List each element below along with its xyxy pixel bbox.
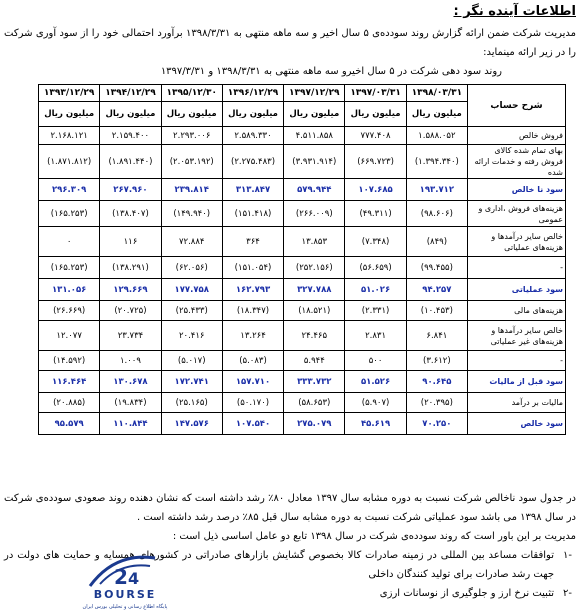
logo-mark-icon — [90, 557, 155, 589]
list-number: -۲ — [563, 588, 572, 599]
table-cell: (۱.۸۷۱.۸۱۲) — [39, 145, 100, 179]
table-cell: ۹۰.۶۴۵ — [406, 371, 467, 393]
table-cell: ۹۴.۲۵۷ — [406, 279, 467, 301]
table-cell: ۲۳۹.۸۱۴ — [161, 179, 222, 201]
table-cell: ۱۱۶ — [100, 227, 161, 257]
table-cell: (۱۸.۳۴۷) — [222, 301, 283, 321]
year-header: ۱۳۹۳/۱۲/۲۹ — [39, 85, 100, 102]
table-cell: (۱.۸۹۱.۴۴۰) — [100, 145, 161, 179]
table-cell: (۵۶.۶۵۹) — [345, 257, 406, 279]
table-cell: ۲.۱۵۹.۴۰۰ — [100, 127, 161, 145]
table-cell: (۲۶.۶۶۹) — [39, 301, 100, 321]
row-label: بهای تمام شده کالای فروش رفته و خدمات ارائه شده — [468, 145, 566, 179]
outlook-paragraph: مدیریت بر این باور است که روند سودده‌ی شرکت در سال ۱۳۹۸ تابع دو عامل اساسی ذیل است : — [172, 531, 576, 542]
table-cell: (۶۲.۰۵۶) — [161, 257, 222, 279]
table-cell: ۳۶۴ — [222, 227, 283, 257]
table-cell: (۲۰.۳۹۵) — [406, 393, 467, 413]
row-label: فروش خالص — [468, 127, 566, 145]
table-cell: ۱۱۰.۸۴۴ — [100, 413, 161, 435]
unit-header: میلیون ریال — [100, 102, 161, 127]
table-cell: (۳.۶۱۲) — [406, 351, 467, 371]
table-cell: (۵.۰۸۳) — [222, 351, 283, 371]
table-row — [39, 393, 566, 413]
table-cell: ۵۰۰ — [345, 351, 406, 371]
table-cell: ۴۵.۶۱۹ — [345, 413, 406, 435]
year-header: ۱۳۹۷/۰۳/۳۱ — [345, 85, 406, 102]
table-cell: (۱۹.۸۳۴) — [100, 393, 161, 413]
table-row — [39, 127, 566, 145]
logo-subtitle-text: پایگاه اطلاع رسانی و تحلیلی بورس ایران — [82, 604, 168, 610]
row-label: سود خالص — [468, 413, 566, 435]
table-cell: (۵۰.۱۷۰) — [222, 393, 283, 413]
table-row — [39, 227, 566, 257]
table-cell: ۱.۵۸۸.۰۵۲ — [406, 127, 467, 145]
unit-header: میلیون ریال — [406, 102, 467, 127]
table-cell: ۲۰.۴۱۶ — [161, 321, 222, 351]
table-cell: (۹۹.۴۵۵) — [406, 257, 467, 279]
table-cell: (۲۰.۷۲۵) — [100, 301, 161, 321]
table-cell: ۲.۵۸۹.۳۳۰ — [222, 127, 283, 145]
table-cell: ۱۲۹.۶۶۹ — [100, 279, 161, 301]
table-cell: (۲۵۲.۱۵۶) — [284, 257, 345, 279]
list-text: توافقات مساعد بین المللی در زمینه صادرات کالا بخصوص گشایش بازارهای صادراتی در کشورهای همسایه و حمایت های دولت در جهت رشد صادرات برای تولید کنندگان داخلی — [4, 550, 554, 580]
table-cell: ۹۵.۵۷۹ — [39, 413, 100, 435]
table-cell: ۱۰۷.۶۸۵ — [345, 179, 406, 201]
table-cell: (۲۰.۸۸۵) — [39, 393, 100, 413]
table-cell: ۱۳۰.۶۷۸ — [100, 371, 161, 393]
table-cell: ۳۳۳.۷۳۲ — [284, 371, 345, 393]
table-cell: ۱۷۷.۷۵۸ — [161, 279, 222, 301]
year-header: ۱۳۹۴/۱۲/۲۹ — [100, 85, 161, 102]
table-cell: ۱۵۷.۷۱۰ — [222, 371, 283, 393]
logo-brand-text: BOURSE — [93, 588, 157, 601]
table-cell: (۹۸.۶۰۶) — [406, 201, 467, 227]
row-label: خالص سایر درآمدها و هزینه‌های غیر عملیاتی — [468, 321, 566, 351]
table-cell: ۲۴.۴۶۵ — [284, 321, 345, 351]
table-cell: ۲.۲۹۳.۰۰۶ — [161, 127, 222, 145]
table-cell: (۱۵۱.۴۱۸) — [222, 201, 283, 227]
row-label: خالص سایر درآمدها و هزینه‌های عملیاتی — [468, 227, 566, 257]
table-cell: ۱۴۷.۵۷۶ — [161, 413, 222, 435]
table-cell: (۱۵۱.۰۵۴) — [222, 257, 283, 279]
table-cell: ۲۷۵.۰۷۹ — [284, 413, 345, 435]
section-title: اطلاعات آینده نگر : — [453, 4, 576, 19]
table-cell: (۷.۳۴۸) — [345, 227, 406, 257]
table-cell: (۶۶۹.۷۲۳) — [345, 145, 406, 179]
table-row — [39, 351, 566, 371]
unit-header: میلیون ریال — [161, 102, 222, 127]
table-cell: ۷۰.۲۵۰ — [406, 413, 467, 435]
table-row — [39, 301, 566, 321]
list-text: تثبیت نرخ ارز و جلوگیری از نوسانات ارزی — [379, 588, 554, 599]
growth-paragraph: در جدول سود ناخالص شرکت نسبت به دوره مشابه سال ۱۳۹۷ معادل ۸۰٪ رشد داشته است که نشان دهنده روند صعودی سودده‌ی شرکت در سال ۱۳۹۸ می باشد سود عملیاتی شرکت نسبت به دوره مشابه سال قبل ۸۵٪ درصد رشد داشته است . — [4, 493, 576, 523]
table-row — [39, 321, 566, 351]
table-cell: (۱۰.۴۵۳) — [406, 301, 467, 321]
table-cell: ۲.۸۳۱ — [345, 321, 406, 351]
table-cell: (۵.۰۱۷) — [161, 351, 222, 371]
table-cell: (۲.۳۳۱) — [345, 301, 406, 321]
row-label: هزینه‌های فروش ،اداری و عمومی — [468, 201, 566, 227]
table-cell: ۱۱۶.۴۶۴ — [39, 371, 100, 393]
table-row — [39, 179, 566, 201]
table-cell: ۱۳.۸۵۳ — [284, 227, 345, 257]
table-cell: ۵.۹۴۴ — [284, 351, 345, 371]
year-header: ۱۳۹۵/۱۲/۳۰ — [161, 85, 222, 102]
row-label: هزینه‌های مالی — [468, 301, 566, 321]
unit-header: میلیون ریال — [39, 102, 100, 127]
year-header: ۱۳۹۶/۱۲/۲۹ — [222, 85, 283, 102]
list-number: -۱ — [563, 550, 572, 561]
bourse-logo — [70, 546, 180, 612]
table-cell: ۲۹۶.۳۰۹ — [39, 179, 100, 201]
table-caption: روند سود دهی شرکت در ۵ سال اخیرو سه ماهه منتهی به ۱۳۹۸/۳/۳۱ و ۱۳۹۷/۳/۳۱ — [160, 66, 502, 77]
table-cell: (۱۳۸.۴۰۷) — [100, 201, 161, 227]
table-cell: (۲۵.۱۶۵) — [161, 393, 222, 413]
table-cell: ۱۲.۰۷۷ — [39, 321, 100, 351]
table-row — [39, 371, 566, 393]
table-cell: (۱۶۵.۲۵۳) — [39, 201, 100, 227]
desc-header: شرح حساب — [468, 85, 566, 127]
table-cell: ۷۷۷.۴۰۸ — [345, 127, 406, 145]
table-cell: ۴.۵۱۱.۸۵۸ — [284, 127, 345, 145]
table-cell: ۳۱۳.۸۴۷ — [222, 179, 283, 201]
table-cell: ۵۷۹.۹۴۴ — [284, 179, 345, 201]
row-label: سود نا خالص — [468, 179, 566, 201]
table-cell: ۲.۱۶۸.۱۲۱ — [39, 127, 100, 145]
table-cell: (۱۴۹.۹۴۰) — [161, 201, 222, 227]
year-header: ۱۳۹۷/۱۲/۲۹ — [284, 85, 345, 102]
table-cell: ۰ — [39, 227, 100, 257]
table-cell: ۶.۸۴۱ — [406, 321, 467, 351]
table-cell: ۲۳.۷۳۴ — [100, 321, 161, 351]
table-cell: (۲۵.۴۳۳) — [161, 301, 222, 321]
table-cell: (۵۸.۶۵۳) — [284, 393, 345, 413]
table-cell: (۴۹.۳۱۱) — [345, 201, 406, 227]
table-cell: (۳.۹۳۱.۹۱۴) — [284, 145, 345, 179]
table-row — [39, 201, 566, 227]
row-label: سود قبل از مالیات — [468, 371, 566, 393]
table-cell: (۱.۳۹۴.۳۴۰) — [406, 145, 467, 179]
table-cell: ۱.۰۰۹ — [100, 351, 161, 371]
table-cell: (۲۶۶.۰۰۹) — [284, 201, 345, 227]
svg-text:2: 2 — [114, 565, 128, 589]
table-cell: ۱۷۲.۷۴۱ — [161, 371, 222, 393]
row-label: مالیات بر درآمد — [468, 393, 566, 413]
profit-trend-table — [38, 84, 566, 435]
table-cell: (۱۸.۵۲۱) — [284, 301, 345, 321]
table-cell: (۱۳۸.۲۹۱) — [100, 257, 161, 279]
row-label: سود عملیاتی — [468, 279, 566, 301]
table-cell: (۱۶۵.۲۵۳) — [39, 257, 100, 279]
table-row — [39, 145, 566, 179]
table-cell: ۷۲.۸۸۴ — [161, 227, 222, 257]
table-cell: ۱۳.۲۶۴ — [222, 321, 283, 351]
table-cell: ۲۶۷.۹۶۰ — [100, 179, 161, 201]
table-row — [39, 279, 566, 301]
table-row — [39, 413, 566, 435]
table-cell: ۱۶۲.۷۹۳ — [222, 279, 283, 301]
intro-paragraph: مدیریت شرکت ضمن ارائه گزارش روند سودده‌ی ۵ سال اخیر و سه ماهه منتهی به ۱۳۹۸/۳/۳۱ برآورد احتمالی خود را از سود آوری شرکت را در زیر ارائه مینماید: — [4, 28, 577, 58]
table-cell: ۱۰۷.۵۴۰ — [222, 413, 283, 435]
table-cell: (۱۴.۵۹۲) — [39, 351, 100, 371]
unit-header: میلیون ریال — [345, 102, 406, 127]
table-cell: (۸۴۹) — [406, 227, 467, 257]
year-header: ۱۳۹۸/۰۳/۳۱ — [406, 85, 467, 102]
svg-text:4: 4 — [128, 569, 140, 588]
table-cell: ۱۹۳.۷۱۲ — [406, 179, 467, 201]
table-cell: ۵۱.۵۲۶ — [345, 371, 406, 393]
row-label: - — [468, 257, 566, 279]
row-label: - — [468, 351, 566, 371]
table-body — [39, 127, 566, 435]
unit-header: میلیون ریال — [222, 102, 283, 127]
table-row — [39, 257, 566, 279]
table-cell: (۲.۲۷۵.۴۸۳) — [222, 145, 283, 179]
table-cell: ۳۲۷.۷۸۸ — [284, 279, 345, 301]
unit-header: میلیون ریال — [284, 102, 345, 127]
table-cell: ۱۳۱.۰۵۶ — [39, 279, 100, 301]
table-cell: ۵۱.۰۲۶ — [345, 279, 406, 301]
table-cell: (۵.۹۰۷) — [345, 393, 406, 413]
table-cell: (۲.۰۵۳.۱۹۲) — [161, 145, 222, 179]
